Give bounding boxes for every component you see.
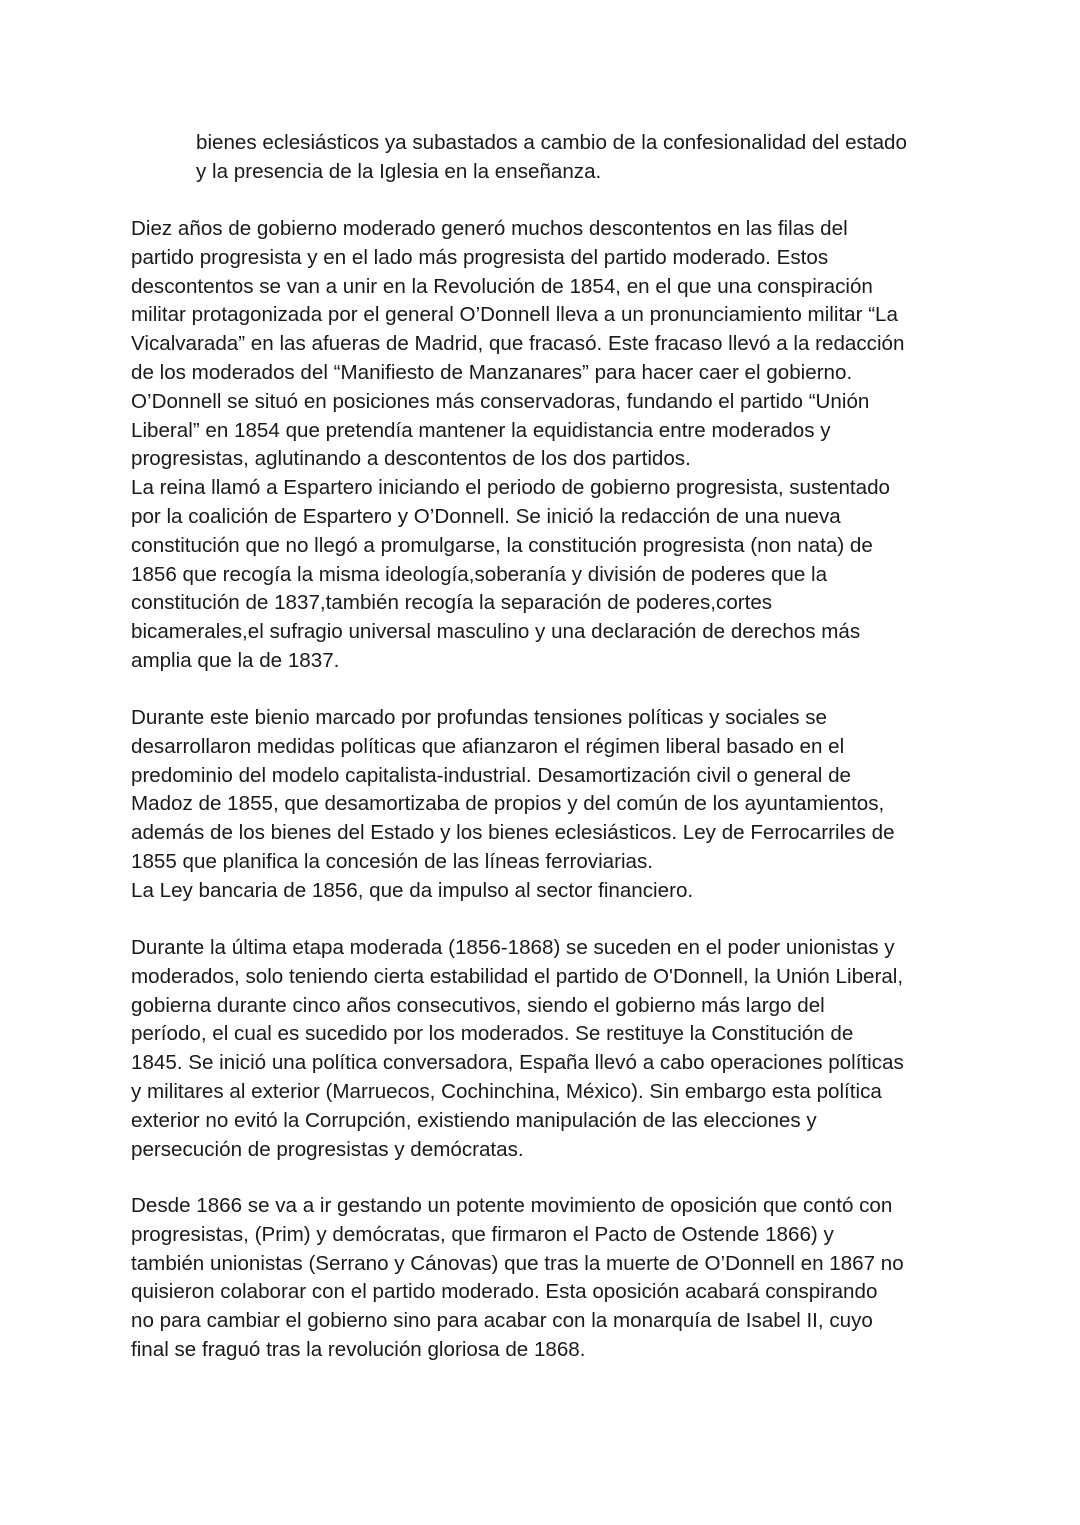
text-line: y la presencia de la Iglesia en la enseñanza. bbox=[196, 159, 602, 183]
text-line: Liberal” en 1854 que pretendía mantener la equidistancia entre moderados y bbox=[131, 418, 831, 442]
text-line: Vicalvarada” en las afueras de Madrid, que fracasó. Este fracaso llevó a la redacción bbox=[131, 332, 905, 356]
text-line: además de los bienes del Estado y los bienes eclesiásticos. Ley de Ferrocarriles de bbox=[131, 821, 895, 845]
text-line: 1855 que planifica la concesión de las líneas ferroviarias. bbox=[131, 849, 654, 873]
text-line: Diez años de gobierno moderado generó muchos descontentos en las filas del bbox=[131, 217, 848, 240]
text-line: Durante este bienio marcado por profundas tensiones políticas y sociales se bbox=[131, 706, 828, 729]
text-line: y militares al exterior (Marruecos, Cochinchina, México). Sin embargo esta política bbox=[131, 1079, 882, 1103]
text-line: predominio del modelo capitalista-industrial. Desamortización civil o general de bbox=[131, 763, 851, 787]
paragraph-revolution-1854 bbox=[131, 215, 961, 676]
text-line: 1856 que recogía la misma ideología,soberanía y división de poderes que la bbox=[131, 562, 828, 586]
text-line: también unionistas (Serrano y Cánovas) que tras la muerte de O’Donnell en 1867 no bbox=[131, 1251, 904, 1275]
text-line: Durante la última etapa moderada (1856-1868) se suceden en el poder unionistas y bbox=[131, 936, 895, 959]
text-line: descontentos se van a unir en la Revolución de 1854, en el que una conspiración bbox=[131, 274, 873, 298]
text-line: no para cambiar el gobierno sino para acabar con la monarquía de Isabel II, cuyo bbox=[131, 1309, 873, 1333]
text-line: final se fraguó tras la revolución gloriosa de 1868. bbox=[131, 1337, 586, 1361]
text-line: O’Donnell se situó en posiciones más conservadoras, fundando el partido “Unión bbox=[131, 389, 870, 413]
text-line: partido progresista y en el lado más progresista del partido moderado. Estos bbox=[131, 245, 829, 269]
text-line: La reina llamó a Espartero iniciando el periodo de gobierno progresista, sustentado bbox=[131, 476, 891, 500]
text-line: por la coalición de Espartero y O’Donnell. Se inició la redacción de una nueva bbox=[131, 504, 841, 528]
text-line: constitución de 1837,también recogía la separación de poderes,cortes bbox=[131, 591, 773, 615]
text-line: Madoz de 1855, que desamortizaba de propios y del común de los ayuntamientos, bbox=[131, 792, 885, 816]
text-line: gobierna durante cinco años consecutivos, siendo el gobierno más largo del bbox=[131, 993, 825, 1017]
paragraph-bienio-progresista bbox=[131, 704, 961, 906]
text-line: Desde 1866 se va a ir gestando un potente movimiento de oposición que contó con bbox=[131, 1194, 893, 1217]
text-line: desarrollaron medidas políticas que afianzaron el régimen liberal basado en el bbox=[131, 734, 845, 758]
text-line: persecución de progresistas y demócratas. bbox=[131, 1137, 524, 1161]
text-line: militar protagonizada por el general O’Donnell lleva a un pronunciamiento militar “La bbox=[131, 303, 898, 327]
paragraph-etapa-moderada bbox=[131, 934, 961, 1164]
text-line: constitución que no llegó a promulgarse, la constitución progresista (non nata) de bbox=[131, 533, 873, 557]
intro-list-item bbox=[196, 129, 966, 187]
text-line: exterior no evitó la Corrupción, existiendo manipulación de las elecciones y bbox=[131, 1108, 817, 1132]
text-line: bicamerales,el sufragio universal masculino y una declaración de derechos más bbox=[131, 620, 861, 644]
text-line: amplia que la de 1837. bbox=[131, 648, 340, 672]
text-line: bienes eclesiásticos ya subastados a cambio de la confesionalidad del estado bbox=[196, 131, 907, 154]
paragraph-oposicion-1866 bbox=[131, 1192, 961, 1365]
text-line: progresistas, aglutinando a descontentos de los dos partidos. bbox=[131, 447, 691, 471]
text-line: La Ley bancaria de 1856, que da impulso al sector financiero. bbox=[131, 878, 694, 902]
text-line: período, el cual es sucedido por los moderados. Se restituye la Constitución de bbox=[131, 1022, 854, 1046]
text-line: 1845. Se inició una política conversadora, España llevó a cabo operaciones políticas bbox=[131, 1051, 904, 1075]
text-line: progresistas, (Prim) y demócratas, que firmaron el Pacto de Ostende 1866) y bbox=[131, 1222, 834, 1246]
text-line: quisieron colaborar con el partido moderado. Esta oposición acabará conspirando bbox=[131, 1280, 878, 1304]
text-line: de los moderados del “Manifiesto de Manzanares” para hacer caer el gobierno. bbox=[131, 360, 853, 384]
text-line: moderados, solo teniendo cierta estabilidad el partido de O'Donnell, la Unión Liberal, bbox=[131, 964, 904, 988]
